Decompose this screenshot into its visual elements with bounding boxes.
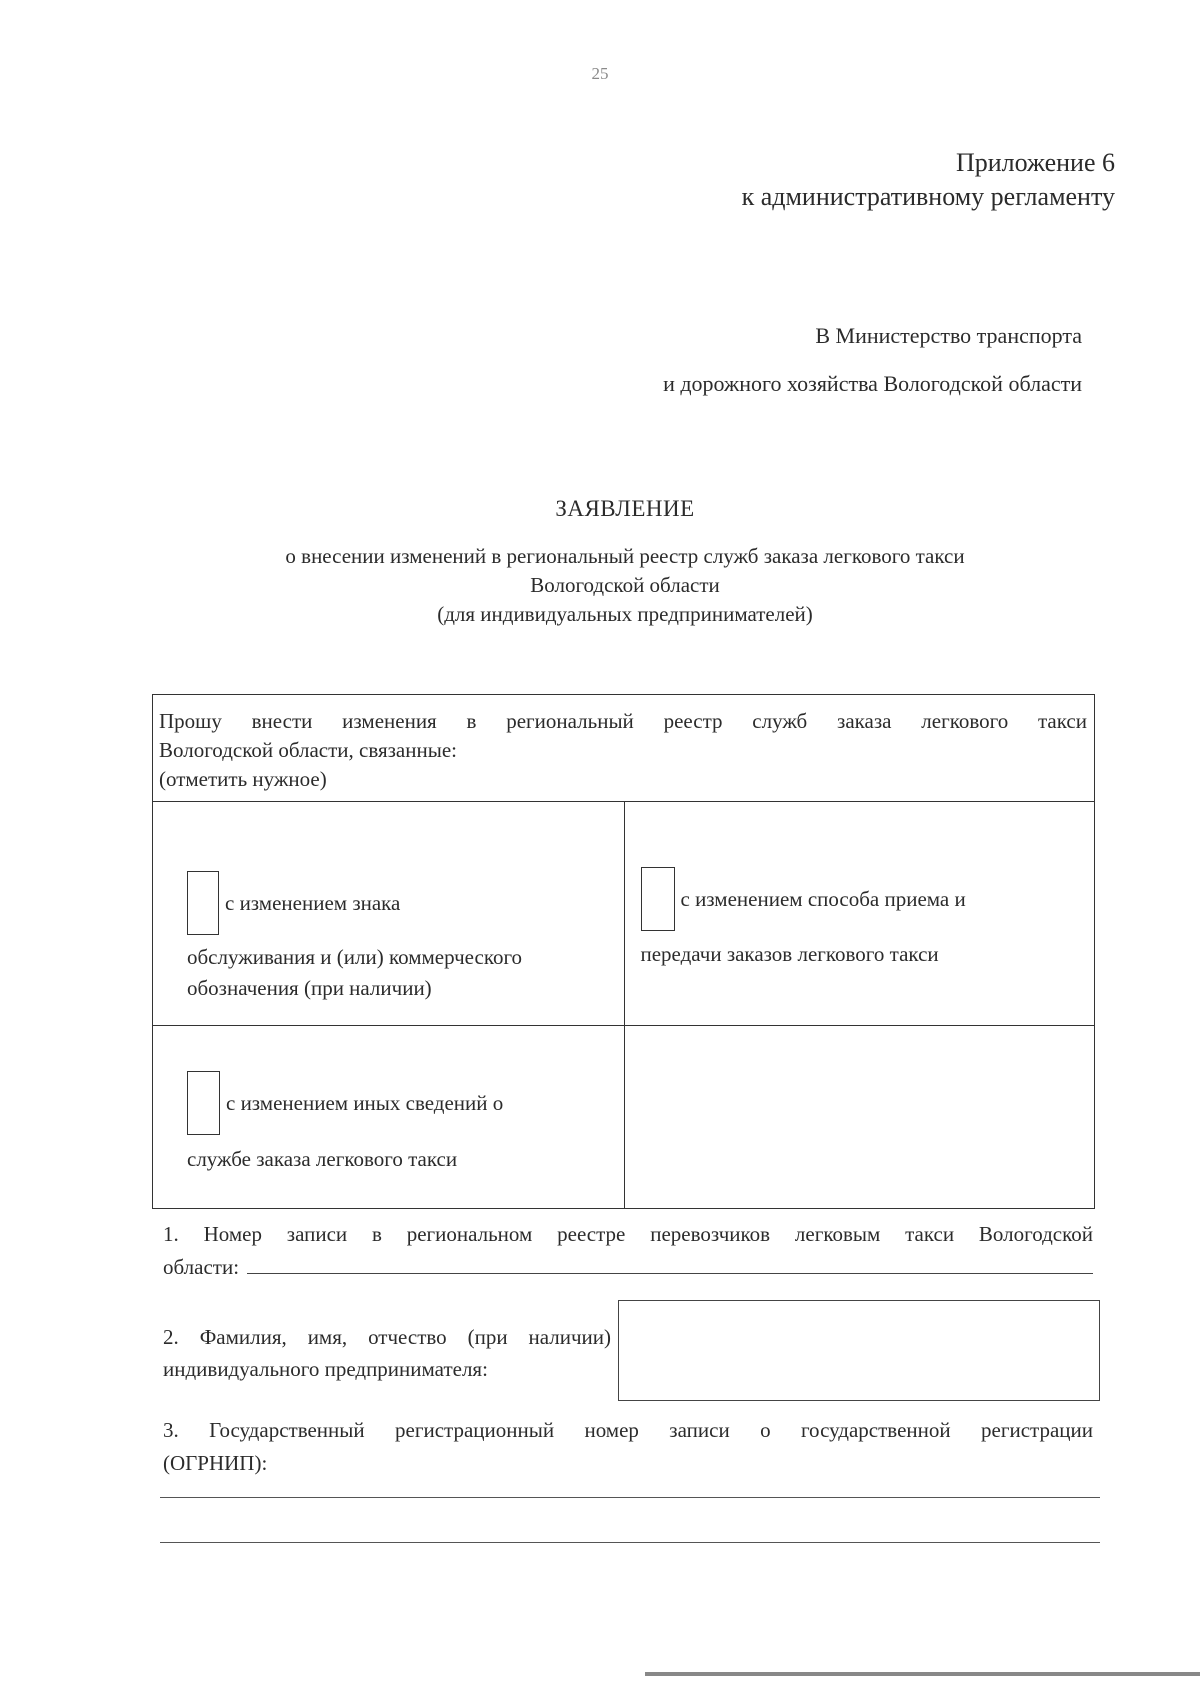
option-other-info-line-2: службе заказа легкового такси bbox=[187, 1147, 458, 1171]
options-row-1 bbox=[153, 802, 1094, 1025]
option-trademark-line-3: обозначения (при наличии) bbox=[187, 976, 432, 1000]
subtitle-line-2: Вологодской области bbox=[530, 573, 720, 597]
option-other-info-label: с изменением иных сведений о bbox=[226, 1090, 504, 1115]
option-order-method-checkbox[interactable] bbox=[641, 867, 675, 931]
empty-cell bbox=[624, 1026, 1095, 1208]
ogrnip-input-line-2[interactable] bbox=[160, 1542, 1100, 1543]
option-other-info-checkbox[interactable] bbox=[187, 1071, 220, 1135]
option-trademark-checkbox[interactable] bbox=[187, 871, 219, 935]
addressee-line-2: и дорожного хозяйства Вологодской области bbox=[663, 371, 1082, 396]
scan-edge-mark bbox=[645, 1672, 1200, 1676]
field-registry-number bbox=[163, 1218, 1093, 1284]
addressee-line-1: В Министерство транспорта bbox=[815, 323, 1082, 348]
registry-number-input[interactable] bbox=[247, 1251, 1093, 1274]
field-3-line-2: (ОГРНИП): bbox=[163, 1451, 268, 1475]
request-line-1: Прошу внести изменения в региональный реестр служб заказа легкового такси bbox=[159, 709, 1087, 733]
field-2-line-1: 2. Фамилия, имя, отчество (при наличии) bbox=[163, 1325, 611, 1349]
field-fio-label bbox=[163, 1321, 611, 1385]
option-other-info bbox=[153, 1026, 624, 1208]
appendix-line-2: к административному регламенту bbox=[741, 182, 1115, 211]
subtitle-line-1: о внесении изменений в региональный реестр служб заказа легкового такси bbox=[285, 544, 965, 568]
document-subtitle bbox=[0, 542, 1200, 629]
page-number: 25 bbox=[591, 64, 609, 83]
field-3-line-1: 3. Государственный регистрационный номер записи о государственной регистрации bbox=[163, 1418, 1093, 1442]
appendix-line-1: Приложение 6 bbox=[955, 148, 1115, 177]
field-1-line-1: 1. Номер записи в региональном реестре перевозчиков легковым такси Вологодской bbox=[163, 1222, 1093, 1246]
request-line-2: Вологодской области, связанные: bbox=[159, 738, 457, 762]
request-line-3: (отметить нужное) bbox=[159, 767, 327, 791]
field-1-line-2: области: bbox=[163, 1255, 240, 1279]
addressee bbox=[663, 312, 1082, 408]
appendix-reference bbox=[742, 146, 1115, 214]
option-order-method-line-2: передачи заказов легкового такси bbox=[640, 942, 939, 966]
option-trademark bbox=[153, 802, 624, 1025]
subtitle-line-3: (для индивидуальных предпринимателей) bbox=[437, 602, 813, 626]
options-row-2 bbox=[153, 1025, 1094, 1208]
ogrnip-input-line-1[interactable] bbox=[160, 1497, 1100, 1498]
request-text bbox=[153, 695, 1094, 802]
change-request-form bbox=[152, 694, 1095, 1209]
option-trademark-line-2: обслуживания и (или) коммерческого bbox=[187, 945, 523, 969]
field-ogrnip bbox=[163, 1414, 1093, 1480]
option-order-method bbox=[624, 802, 1095, 1025]
field-2-line-2: индивидуального предпринимателя: bbox=[163, 1357, 488, 1381]
option-trademark-label: с изменением знака bbox=[225, 890, 401, 915]
option-order-method-label: с изменением способа приема и bbox=[680, 886, 966, 911]
document-title: ЗАЯВЛЕНИЕ bbox=[555, 496, 695, 521]
fio-input-box[interactable] bbox=[618, 1300, 1100, 1401]
